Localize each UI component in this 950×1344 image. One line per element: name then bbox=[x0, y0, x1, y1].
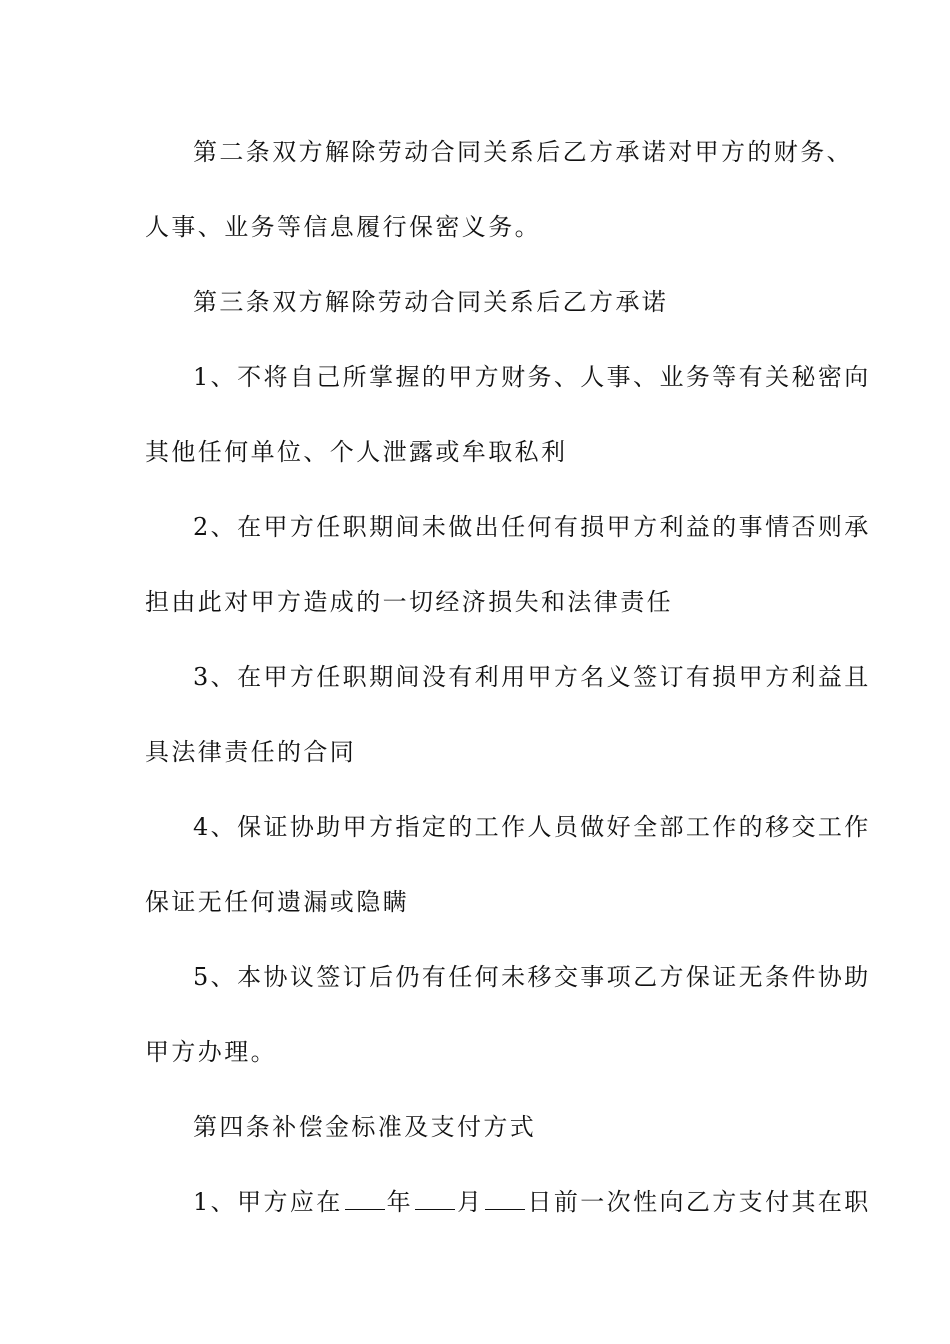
item-1-line-2: 其他任何单位、个人泄露或牟取私利 bbox=[145, 438, 568, 466]
article-4-item-1-line-1 bbox=[193, 1184, 873, 1220]
month-label: 月 bbox=[457, 1188, 484, 1216]
item-1-line-1: 1、不将自己所掌握的甲方财务、人事、业务等有关秘密向 bbox=[193, 363, 871, 391]
item-4-line-2: 保证无任何遗漏或隐瞒 bbox=[145, 888, 409, 916]
article-3-heading: 第三条双方解除劳动合同关系后乙方承诺 bbox=[193, 288, 669, 316]
item-5-line-1: 5、本协议签订后仍有任何未移交事项乙方保证无条件协助 bbox=[193, 963, 871, 991]
article-2-line-1: 第二条双方解除劳动合同关系后乙方承诺对甲方的财务、 bbox=[193, 138, 853, 166]
item-3-line-1: 3、在甲方任职期间没有利用甲方名义签订有损甲方利益且 bbox=[193, 663, 871, 691]
month-blank bbox=[415, 1185, 455, 1210]
payment-prefix: 1、甲方应在 bbox=[193, 1188, 343, 1216]
article-2-line-2: 人事、业务等信息履行保密义务。 bbox=[145, 213, 541, 241]
year-blank bbox=[345, 1185, 385, 1210]
item-5-line-2: 甲方办理。 bbox=[145, 1038, 277, 1066]
item-3-line-2: 具法律责任的合同 bbox=[145, 738, 357, 766]
article-4-heading: 第四条补偿金标准及支付方式 bbox=[193, 1113, 537, 1141]
item-2-line-1: 2、在甲方任职期间未做出任何有损甲方利益的事情否则承 bbox=[193, 513, 871, 541]
item-2-line-2: 担由此对甲方造成的一切经济损失和法律责任 bbox=[145, 588, 673, 616]
day-blank bbox=[485, 1185, 525, 1210]
year-label: 年 bbox=[386, 1188, 414, 1216]
item-4-line-1: 4、保证协助甲方指定的工作人员做好全部工作的移交工作 bbox=[193, 813, 871, 841]
payment-suffix: 日前一次性向乙方支付其在职 bbox=[527, 1188, 871, 1216]
